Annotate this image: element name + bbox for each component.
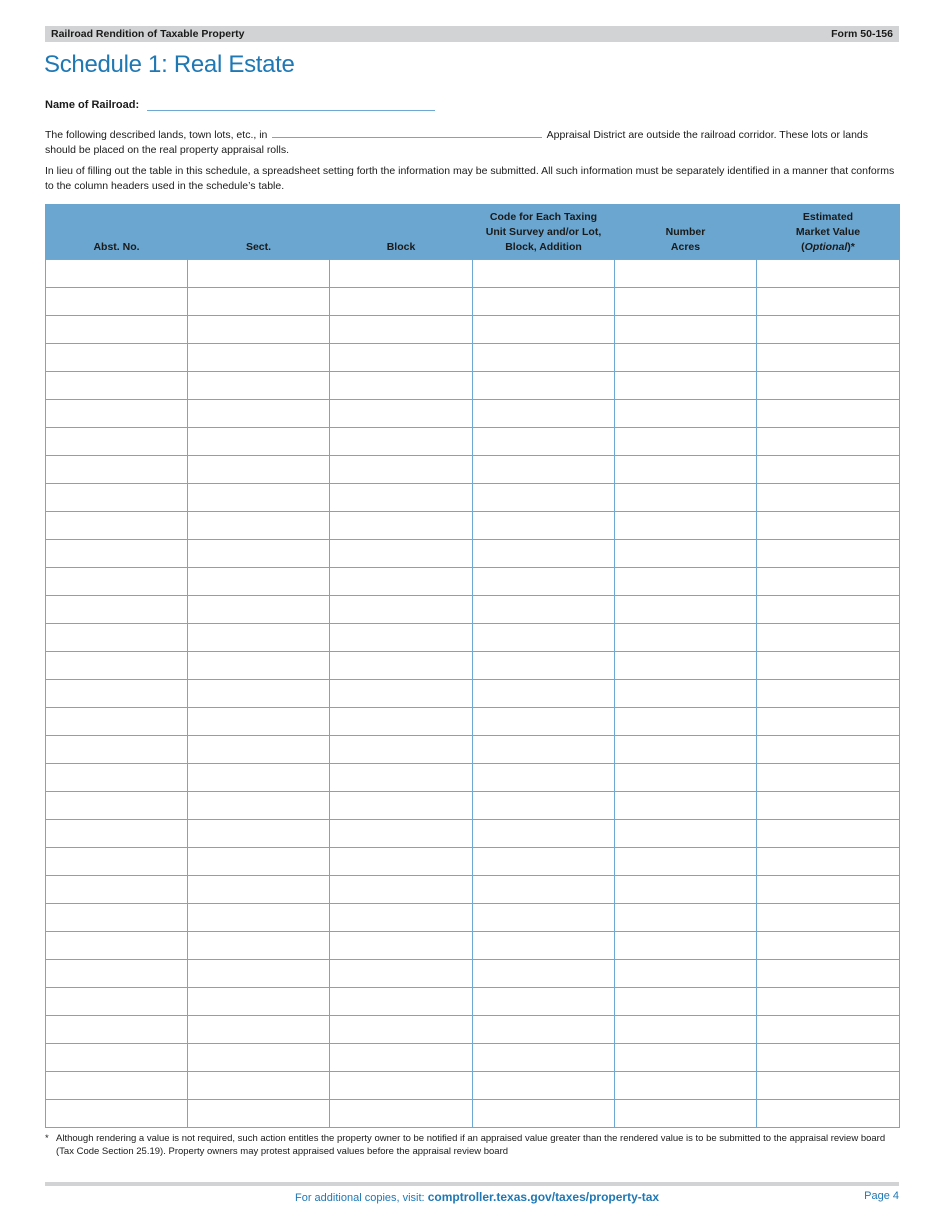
schedule-title: Schedule 1: Real Estate [44,51,295,78]
cell-block[interactable] [330,344,473,372]
cell-code[interactable] [473,904,615,932]
cell-sect[interactable] [188,708,330,736]
cell-sect[interactable] [188,400,330,428]
cell-abst-no[interactable] [46,820,188,848]
header-line: Unit Survey and/or Lot, [485,226,602,238]
cell-market-value[interactable] [757,260,900,288]
cell-block[interactable] [330,1100,473,1128]
header-line: Acres [670,241,701,253]
cell-market-value[interactable] [757,596,900,624]
table-row [46,568,900,596]
cell-acres[interactable] [615,316,757,344]
cell-code[interactable] [473,932,615,960]
table-row [46,316,900,344]
page-number: Page 4 [864,1190,899,1202]
cell-abst-no[interactable] [46,848,188,876]
cell-sect[interactable] [188,736,330,764]
cell-sect[interactable] [188,876,330,904]
comptroller-link[interactable]: comptroller.texas.gov/taxes/property-tax [427,1190,660,1204]
cell-market-value[interactable] [757,288,900,316]
cell-abst-no[interactable] [46,596,188,624]
cell-acres[interactable] [615,960,757,988]
table-row [46,848,900,876]
cell-block[interactable] [330,596,473,624]
column-header-market-value [757,204,900,260]
table-row [46,624,900,652]
railroad-name-input[interactable] [147,99,435,111]
cell-abst-no[interactable] [46,260,188,288]
cell-market-value[interactable] [757,904,900,932]
cell-abst-no[interactable] [46,1016,188,1044]
cell-abst-no[interactable] [46,372,188,400]
cell-code[interactable] [473,456,615,484]
form-title: Railroad Rendition of Taxable Property [51,28,245,40]
cell-sect[interactable] [188,484,330,512]
header-line: Market Value [795,226,861,238]
cell-abst-no[interactable] [46,960,188,988]
cell-market-value[interactable] [757,456,900,484]
cell-acres[interactable] [615,568,757,596]
footnote-marker: * [45,1133,49,1144]
cell-code[interactable] [473,848,615,876]
cell-market-value[interactable] [757,1044,900,1072]
cell-acres[interactable] [615,1072,757,1100]
form-number: Form 50-156 [831,28,893,40]
table-body [46,260,900,1128]
railroad-name-label: Name of Railroad: [45,99,140,111]
cell-market-value[interactable] [757,848,900,876]
cell-abst-no[interactable] [46,288,188,316]
cell-block[interactable] [330,512,473,540]
cell-acres[interactable] [615,1016,757,1044]
table-row [46,400,900,428]
table-row [46,428,900,456]
cell-block[interactable] [330,484,473,512]
cell-acres[interactable] [615,820,757,848]
cell-abst-no[interactable] [46,624,188,652]
table-row [46,372,900,400]
column-header-code [473,204,615,260]
cell-block[interactable] [330,904,473,932]
header-line: Abst. No. [93,241,140,253]
cell-acres[interactable] [615,1044,757,1072]
footnote-text: Although rendering a value is not required, such action entitles the property owner to be notified if an appraised value greater than the rendered value is to be submitted to the appraisal review board (Tax Code Section 25.19). Property owners may protest appraised values before the appraisal review board [56,1133,886,1157]
header-line: Block [386,241,416,253]
cell-sect[interactable] [188,792,330,820]
cell-acres[interactable] [615,260,757,288]
table-row [46,792,900,820]
cell-acres[interactable] [615,988,757,1016]
cell-sect[interactable] [188,680,330,708]
cell-sect[interactable] [188,540,330,568]
cell-sect[interactable] [188,372,330,400]
cell-market-value[interactable] [757,1100,900,1128]
cell-block[interactable] [330,316,473,344]
header-line: Number [665,226,706,238]
cell-market-value[interactable] [757,680,900,708]
cell-code[interactable] [473,568,615,596]
cell-acres[interactable] [615,792,757,820]
lands-text-after: Appraisal District are outside the railroad corridor. These lots or lands should be placed on the real property appraisal rolls. [45,129,869,156]
header-line: (Optional)* [801,241,855,253]
cell-acres[interactable] [615,708,757,736]
cell-market-value[interactable] [757,540,900,568]
cell-abst-no[interactable] [46,400,188,428]
cell-code[interactable] [473,792,615,820]
cell-market-value[interactable] [757,400,900,428]
cell-market-value[interactable] [757,988,900,1016]
table-row [46,988,900,1016]
cell-market-value[interactable] [757,624,900,652]
cell-abst-no[interactable] [46,1100,188,1128]
cell-acres[interactable] [615,344,757,372]
table-row [46,484,900,512]
cell-acres[interactable] [615,764,757,792]
cell-acres[interactable] [615,372,757,400]
table-row [46,736,900,764]
cell-block[interactable] [330,540,473,568]
cell-abst-no[interactable] [46,904,188,932]
cell-block[interactable] [330,1072,473,1100]
cell-block[interactable] [330,400,473,428]
page-footer [45,1190,899,1204]
cell-block[interactable] [330,624,473,652]
cell-sect[interactable] [188,260,330,288]
cell-code[interactable] [473,288,615,316]
cell-market-value[interactable] [757,820,900,848]
cell-abst-no[interactable] [46,484,188,512]
cell-code[interactable] [473,1072,615,1100]
cell-abst-no[interactable] [46,1072,188,1100]
cell-abst-no[interactable] [46,428,188,456]
table-row [46,876,900,904]
cell-code[interactable] [473,652,615,680]
cell-abst-no[interactable] [46,736,188,764]
table-row [46,708,900,736]
cell-abst-no[interactable] [46,512,188,540]
cell-code[interactable] [473,512,615,540]
table-row [46,680,900,708]
cell-sect[interactable] [188,1100,330,1128]
cell-acres[interactable] [615,652,757,680]
cell-market-value[interactable] [757,876,900,904]
cell-sect[interactable] [188,1044,330,1072]
lands-description-paragraph [45,127,895,158]
cell-block[interactable] [330,652,473,680]
cell-abst-no[interactable] [46,652,188,680]
cell-acres[interactable] [615,288,757,316]
cell-sect[interactable] [188,344,330,372]
cell-code[interactable] [473,736,615,764]
cell-market-value[interactable] [757,764,900,792]
cell-abst-no[interactable] [46,792,188,820]
column-header-sect [188,204,330,260]
table-row [46,1044,900,1072]
table-row [46,960,900,988]
cell-sect[interactable] [188,624,330,652]
cell-block[interactable] [330,260,473,288]
cell-code[interactable] [473,988,615,1016]
cell-sect[interactable] [188,932,330,960]
cell-block[interactable] [330,988,473,1016]
cell-abst-no[interactable] [46,316,188,344]
cell-code[interactable] [473,484,615,512]
cell-acres[interactable] [615,904,757,932]
cell-sect[interactable] [188,764,330,792]
cell-sect[interactable] [188,288,330,316]
cell-code[interactable] [473,764,615,792]
table-row [46,288,900,316]
cell-market-value[interactable] [757,960,900,988]
cell-block[interactable] [330,820,473,848]
table-row [46,932,900,960]
column-header-abst-no [46,204,188,260]
cell-acres[interactable] [615,932,757,960]
railroad-name-row [45,99,435,111]
cell-block[interactable] [330,932,473,960]
cell-market-value[interactable] [757,1016,900,1044]
cell-market-value[interactable] [757,736,900,764]
real-estate-table [45,204,900,1128]
cell-abst-no[interactable] [46,764,188,792]
cell-code[interactable] [473,820,615,848]
cell-code[interactable] [473,876,615,904]
cell-acres[interactable] [615,680,757,708]
cell-abst-no[interactable] [46,344,188,372]
header-line: Code for Each Taxing [489,211,598,223]
cell-code[interactable] [473,708,615,736]
cell-code[interactable] [473,400,615,428]
cell-abst-no[interactable] [46,988,188,1016]
cell-sect[interactable] [188,596,330,624]
cell-sect[interactable] [188,652,330,680]
optional-label: Optional [804,241,848,253]
cell-acres[interactable] [615,456,757,484]
cell-code[interactable] [473,596,615,624]
cell-sect[interactable] [188,428,330,456]
cell-market-value[interactable] [757,1072,900,1100]
cell-code[interactable] [473,260,615,288]
table-row [46,260,900,288]
lands-text-before: The following described lands, town lots, etc., in [45,129,268,141]
cell-market-value[interactable] [757,568,900,596]
cell-acres[interactable] [615,540,757,568]
cell-block[interactable] [330,568,473,596]
cell-code[interactable] [473,372,615,400]
cell-code[interactable] [473,960,615,988]
copies-text: For additional copies, visit: [295,1192,425,1204]
cell-code[interactable] [473,1016,615,1044]
cell-sect[interactable] [188,820,330,848]
table-row [46,1016,900,1044]
cell-block[interactable] [330,708,473,736]
cell-acres[interactable] [615,596,757,624]
cell-code[interactable] [473,428,615,456]
cell-block[interactable] [330,1016,473,1044]
cell-block[interactable] [330,736,473,764]
cell-sect[interactable] [188,904,330,932]
cell-market-value[interactable] [757,344,900,372]
table-row [46,1100,900,1128]
cell-acres[interactable] [615,848,757,876]
cell-block[interactable] [330,372,473,400]
cell-code[interactable] [473,540,615,568]
header-line: Block, Addition [505,241,582,253]
cell-code[interactable] [473,1100,615,1128]
cell-acres[interactable] [615,484,757,512]
cell-block[interactable] [330,288,473,316]
cell-market-value[interactable] [757,372,900,400]
cell-abst-no[interactable] [46,876,188,904]
cell-market-value[interactable] [757,932,900,960]
footnote [45,1132,895,1158]
cell-abst-no[interactable] [46,932,188,960]
appraisal-district-input[interactable] [272,127,542,138]
cell-block[interactable] [330,960,473,988]
cell-abst-no[interactable] [46,540,188,568]
cell-acres[interactable] [615,736,757,764]
cell-abst-no[interactable] [46,708,188,736]
table-row [46,820,900,848]
cell-sect[interactable] [188,456,330,484]
cell-sect[interactable] [188,988,330,1016]
cell-sect[interactable] [188,512,330,540]
cell-abst-no[interactable] [46,1044,188,1072]
cell-market-value[interactable] [757,792,900,820]
cell-code[interactable] [473,1044,615,1072]
cell-acres[interactable] [615,400,757,428]
cell-block[interactable] [330,876,473,904]
table-row [46,764,900,792]
cell-block[interactable] [330,680,473,708]
cell-sect[interactable] [188,1072,330,1100]
cell-abst-no[interactable] [46,568,188,596]
table-row [46,1072,900,1100]
cell-block[interactable] [330,1044,473,1072]
table-row [46,344,900,372]
table-row [46,596,900,624]
cell-market-value[interactable] [757,484,900,512]
table-row [46,456,900,484]
cell-acres[interactable] [615,428,757,456]
table-row [46,540,900,568]
header-line: Estimated [802,211,854,223]
cell-code[interactable] [473,624,615,652]
cell-block[interactable] [330,792,473,820]
footer-divider [45,1182,899,1186]
cell-sect[interactable] [188,568,330,596]
table-header-row [46,204,900,260]
cell-code[interactable] [473,344,615,372]
spreadsheet-instructions: In lieu of filling out the table in this schedule, a spreadsheet setting forth the information may be submitted. All such information must be separately identified in a manner that conforms to the column headers used in the schedule’s table. [45,165,895,192]
cell-market-value[interactable] [757,652,900,680]
cell-market-value[interactable] [757,512,900,540]
cell-market-value[interactable] [757,708,900,736]
cell-code[interactable] [473,316,615,344]
cell-block[interactable] [330,428,473,456]
table-row [46,512,900,540]
cell-sect[interactable] [188,316,330,344]
cell-block[interactable] [330,456,473,484]
cell-block[interactable] [330,848,473,876]
optional-asterisk: * [850,241,855,253]
cell-acres[interactable] [615,1100,757,1128]
table-row [46,904,900,932]
table-row [46,652,900,680]
cell-sect[interactable] [188,848,330,876]
header-line: Sect. [245,241,272,253]
cell-market-value[interactable] [757,316,900,344]
cell-block[interactable] [330,764,473,792]
additional-copies [295,1190,659,1204]
cell-acres[interactable] [615,624,757,652]
column-header-acres [615,204,757,260]
cell-acres[interactable] [615,876,757,904]
column-header-block [330,204,473,260]
form-header-bar [45,26,899,42]
cell-sect[interactable] [188,960,330,988]
cell-acres[interactable] [615,512,757,540]
cell-abst-no[interactable] [46,456,188,484]
cell-code[interactable] [473,680,615,708]
cell-market-value[interactable] [757,428,900,456]
cell-sect[interactable] [188,1016,330,1044]
cell-abst-no[interactable] [46,680,188,708]
